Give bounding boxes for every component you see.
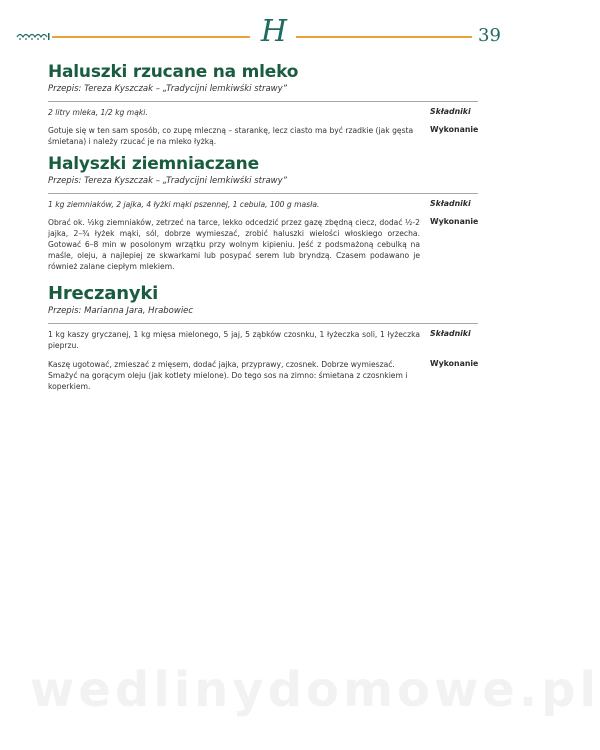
recipe-hreczanyki [48,284,478,392]
section-letter: H [260,14,288,49]
ingredients-row [48,199,478,210]
header-rule-left [52,36,250,38]
recipe-title: Haluszki rzucane na mleko [48,62,299,82]
recipe-title: Halyszki ziemniaczane [48,154,259,174]
ingredients-label: Składniki [430,199,471,208]
ingredients-label: Składniki [430,107,471,116]
recipe-source: Przepis: Tereza Kyszczak – „Tradycijni lemkiwśki strawy” [48,176,288,186]
method-label: Wykonanie [430,217,479,226]
ingredients-text: 2 litry mleka, 1/2 kg mąki. [48,108,148,117]
ingredients-row [48,329,478,351]
watermark: wedlinydomowe.pl [30,662,600,718]
ingredients-text: 1 kg kaszy gryczanej, 1 kg mięsa mielonego, 5 jaj, 5 ząbków czosnku, 1 łyżeczka soli, 1 łyżeczka pieprzu. [48,330,420,350]
method-row [48,359,478,392]
method-label: Wykonanie [430,125,479,134]
method-row [48,217,478,272]
recipe-haluszki-rzucane [48,62,478,147]
method-text: Kaszę ugotować, zmieszać z mięsem, dodać jajka, przyprawy, czosnek. Dobrze wymieszać. Smażyć na gorącym oleju (jak kotlety mielone). Do tego sos na zimno: śmietana z czosnkiem i koperkiem. [48,360,408,391]
recipe-source: Przepis: Tereza Kyszczak – „Tradycijni lemkiwśki strawy” [48,84,288,94]
header-rule-right [296,36,472,38]
method-text: Obrać ok. ½kg ziemniaków, zetrzeć na tarce, lekko odcedzić przez gazę zbędną ciecz, dodać ½-2 jajka, 2–¾ łyżek mąki, sól, dobrze wymieszać, zrobić haluszki wielości włoskiego orzecha. Gotować 6–8 min w posolonym wrzątku przy wolnym kipieniu. Jeść z podsmażoną cebulką na maśle, oleju, a najlepiej ze skwarkami lub posypać serem lub bryndzą. Czasem podawano je również zalane ciepłym mlekiem. [48,218,420,271]
ingredients-text: 1 kg ziemniaków, 2 jajka, 4 łyżki mąki pszennej, 1 cebula, 100 g masła. [48,200,320,209]
divider [48,101,478,102]
recipe-source: Przepis: Marianna Jara, Hrabowiec [48,306,194,316]
method-row [48,125,478,147]
method-label: Wykonanie [430,359,479,368]
page-number: 39 [478,25,501,46]
ingredients-row [48,107,478,118]
recipe-halyszki-ziemniaczane [48,154,478,272]
recipe-title: Hreczanyki [48,283,159,304]
ornament-icon [16,31,50,41]
divider [48,193,478,194]
divider [48,323,478,324]
method-text: Gotuje się w ten sam sposób, co zupę mleczną – starankę, lecz ciasto ma być rzadkie (jak gęsta śmietana) i należy rzucać je na mleko łyżką. [48,126,414,146]
ingredients-label: Składniki [430,329,471,338]
